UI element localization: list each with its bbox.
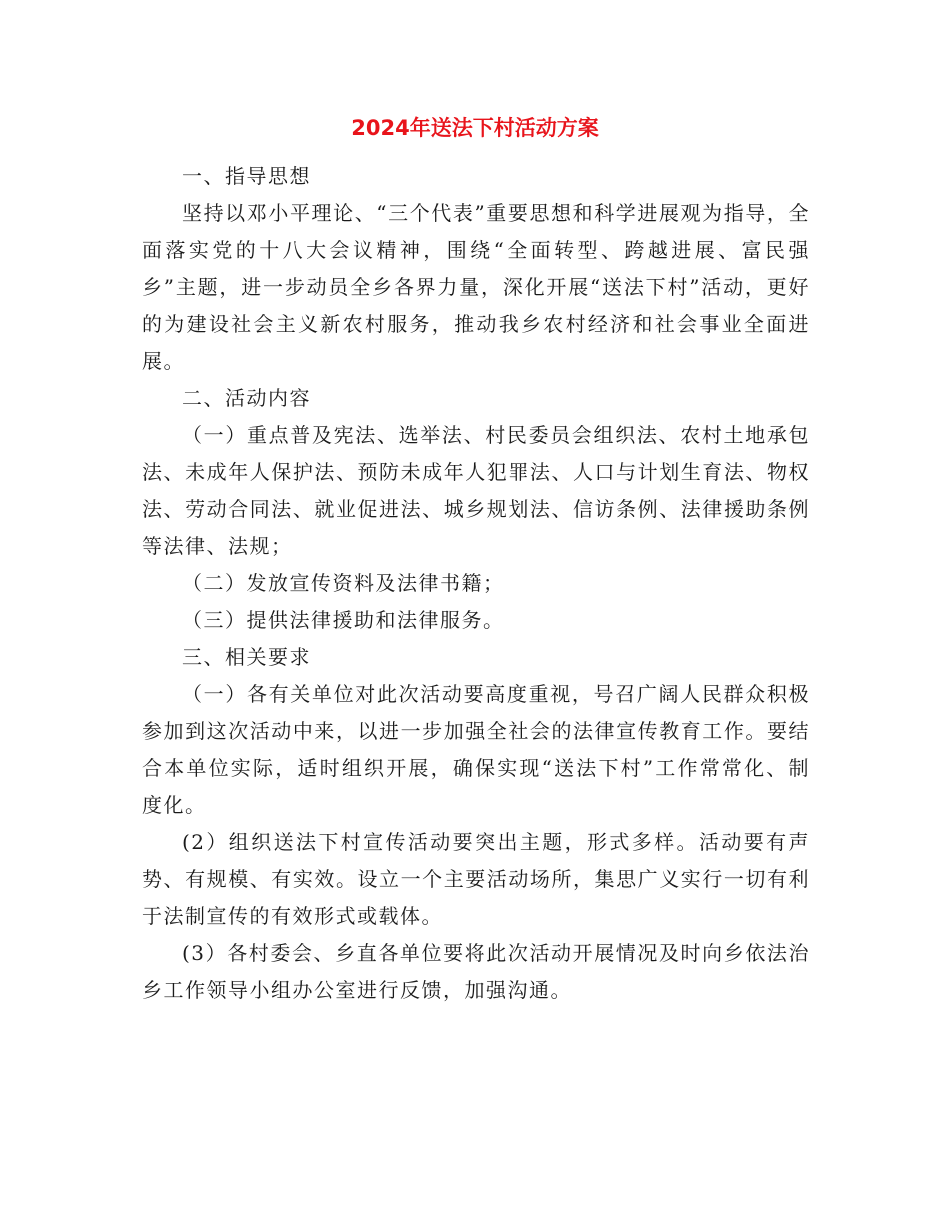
paragraph-requirement-1: （一）各有关单位对此次活动要高度重视，号召广阔人民群众积极参加到这次活动中来，以进一步加强全社会的法律宣传教育工作。要结合本单位实际，适时组织开展，确保实现“送法下村”工作常常化、制度化。 xyxy=(142,682,810,817)
paragraph-guiding-ideology: 坚持以邓小平理论、“三个代表”重要思想和科学进展观为指导，全面落实党的十八大会议精神，围绕“全面转型、跨越进展、富民强乡”主题，进一步动员全乡各界力量，深化开展“送法下村”活动，更好的为建设社会主义新农村服务，推动我乡农村经济和社会事业全面进展。 xyxy=(142,201,810,373)
paragraph-content-item-3: （三）提供法律援助和法律服务。 xyxy=(182,608,505,632)
section-heading-requirements: 三、相关要求 xyxy=(182,645,311,669)
paragraph-requirement-2: (2）组织送法下村宣传活动要突出主题，形式多样。活动要有声势、有规模、有实效。设立一个主要活动场所，集思广义实行一切有利于法制宣传的有效形式或载体。 xyxy=(142,830,810,928)
paragraph-content-item-2: （二）发放宣传资料及法律书籍； xyxy=(182,571,505,595)
paragraph-requirement-3: (3）各村委会、乡直各单位要将此次活动开展情况及时向乡依法治乡工作领导小组办公室进行反馈，加强沟通。 xyxy=(142,941,810,1002)
document-title: 2024年送法下村活动方案 xyxy=(351,116,599,140)
document-body xyxy=(142,158,810,1009)
section-heading-guiding-ideology: 一、指导思想 xyxy=(182,164,311,188)
section-heading-activity-content: 二、活动内容 xyxy=(182,386,311,410)
paragraph-content-item-1: （一）重点普及宪法、选举法、村民委员会组织法、农村土地承包法、未成年人保护法、预防未成年人犯罪法、人口与计划生育法、物权法、劳动合同法、就业促进法、城乡规划法、信访条例、法律援助条例等法律、法规； xyxy=(142,423,810,558)
